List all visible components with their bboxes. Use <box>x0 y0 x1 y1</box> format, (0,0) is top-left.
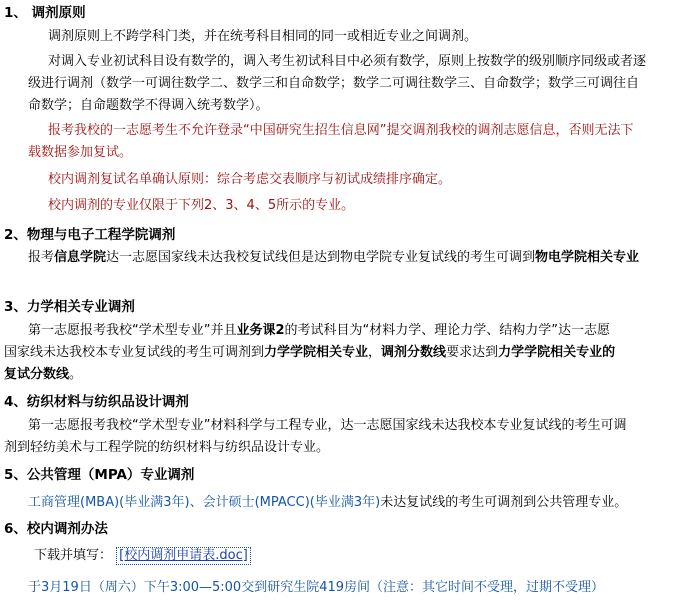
s1-red-notice-line1: 报考我校的一志愿考生不允许登录“中国研究生招生信息网”提交调剂我校的调剂志愿信息，否则无法下 <box>48 123 634 138</box>
download-label: 下载并填写： <box>34 548 113 563</box>
s2-text-2: 达一志愿国家线未达我校复试线但是达到物电学院专业复试线的考生可调到 <box>106 250 536 265</box>
s2-text <box>28 247 639 269</box>
s1-math-rule-line3: 命数学；自命题数学不得调入统考数学）。 <box>28 98 269 113</box>
s3-l2-bold-2: 调剂分数线 <box>381 345 447 360</box>
s1-principle: 调剂原则上不跨学科门类，并在统考科目相同的同一或相近专业之间调剂。 <box>48 29 478 44</box>
s6-submission-notice: 于3月19日（周六）下午3:00—5:00交到研究生院419房间（注意：其它时间不受理，过期不受理） <box>28 580 605 595</box>
s2-text-1: 报考 <box>28 250 55 265</box>
s3-l1-text-2: 的考试科目为“材料力学、理论力学、结构力学”达一志愿 <box>284 323 611 338</box>
s1-red-notice-line2: 载数据参加复试。 <box>28 145 133 160</box>
section-1-heading: 1、 调剂原则 <box>4 5 86 21</box>
s6-download-row <box>34 545 251 567</box>
s5-text <box>28 492 627 514</box>
s5-rest: 未达复试线的考生可调剂到公共管理专业。 <box>380 495 628 510</box>
s3-line2 <box>4 342 615 364</box>
s3-line3 <box>4 364 82 386</box>
s3-l1-text-1: 第一志愿报考我校“学术型专业”并且 <box>28 323 237 338</box>
s4-line2: 剂到轻纺美术与工程学院的纺织材料与纺织品设计专业。 <box>4 440 330 455</box>
s3-l2-bold-1: 力学学院相关专业 <box>264 345 369 360</box>
s3-l3-bold-1: 复试分数线 <box>4 367 70 382</box>
section-6-heading: 6、校内调剂办法 <box>4 521 108 537</box>
section-3-heading: 3、力学相关专业调剂 <box>4 299 135 315</box>
s3-l2-text-3: 要求达到 <box>446 345 499 360</box>
s2-bold-1: 信息学院 <box>54 250 107 265</box>
s3-l1-bold-1: 业务课2 <box>236 323 285 338</box>
section-2-heading: 2、物理与电子工程学院调剂 <box>4 227 176 243</box>
s1-math-rule-line1: 对调入专业初试科目设有数学的，调入考生初试科目中必须有数学，原则上按数学的级别顺序同级或者逐 <box>48 54 647 69</box>
s3-line1 <box>28 320 610 342</box>
s2-bold-2: 物电学院相关专业 <box>535 250 640 265</box>
s3-l2-text-2: ， <box>368 345 382 360</box>
application-form-link[interactable]: [校内调剂申请表.doc] <box>116 547 251 565</box>
s5-blue-programs: 工商管理(MBA)(毕业满3年)、会计硕士(MPACC)(毕业满3年) <box>28 495 381 510</box>
s1-red-scope: 校内调剂的专业仅限于下列2、3、4、5所示的专业。 <box>48 198 355 213</box>
s1-math-rule-line2: 级进行调剂（数学一可调往数学二、数学三和自命数学；数学二可调往数学三、自命数学；数学三可调往自 <box>28 76 640 91</box>
s3-l2-text-1: 国家线未达我校本专业复试线的考生可调剂到 <box>4 345 265 360</box>
s4-line1: 第一志愿报考我校“学术型专业”材料科学与工程专业，达一志愿国家线未达我校本专业复试线的考生可调 <box>28 418 627 433</box>
section-4-heading: 4、纺织材料与纺织品设计调剂 <box>4 394 189 410</box>
s3-l2-bold-3: 力学学院相关专业的 <box>498 345 616 360</box>
section-5-heading: 5、公共管理（MPA）专业调剂 <box>4 467 195 483</box>
s3-l3-text-1: 。 <box>69 367 83 382</box>
s1-red-confirm-rule: 校内调剂复试名单确认原则：综合考虑交表顺序与初试成绩排序确定。 <box>48 172 452 187</box>
